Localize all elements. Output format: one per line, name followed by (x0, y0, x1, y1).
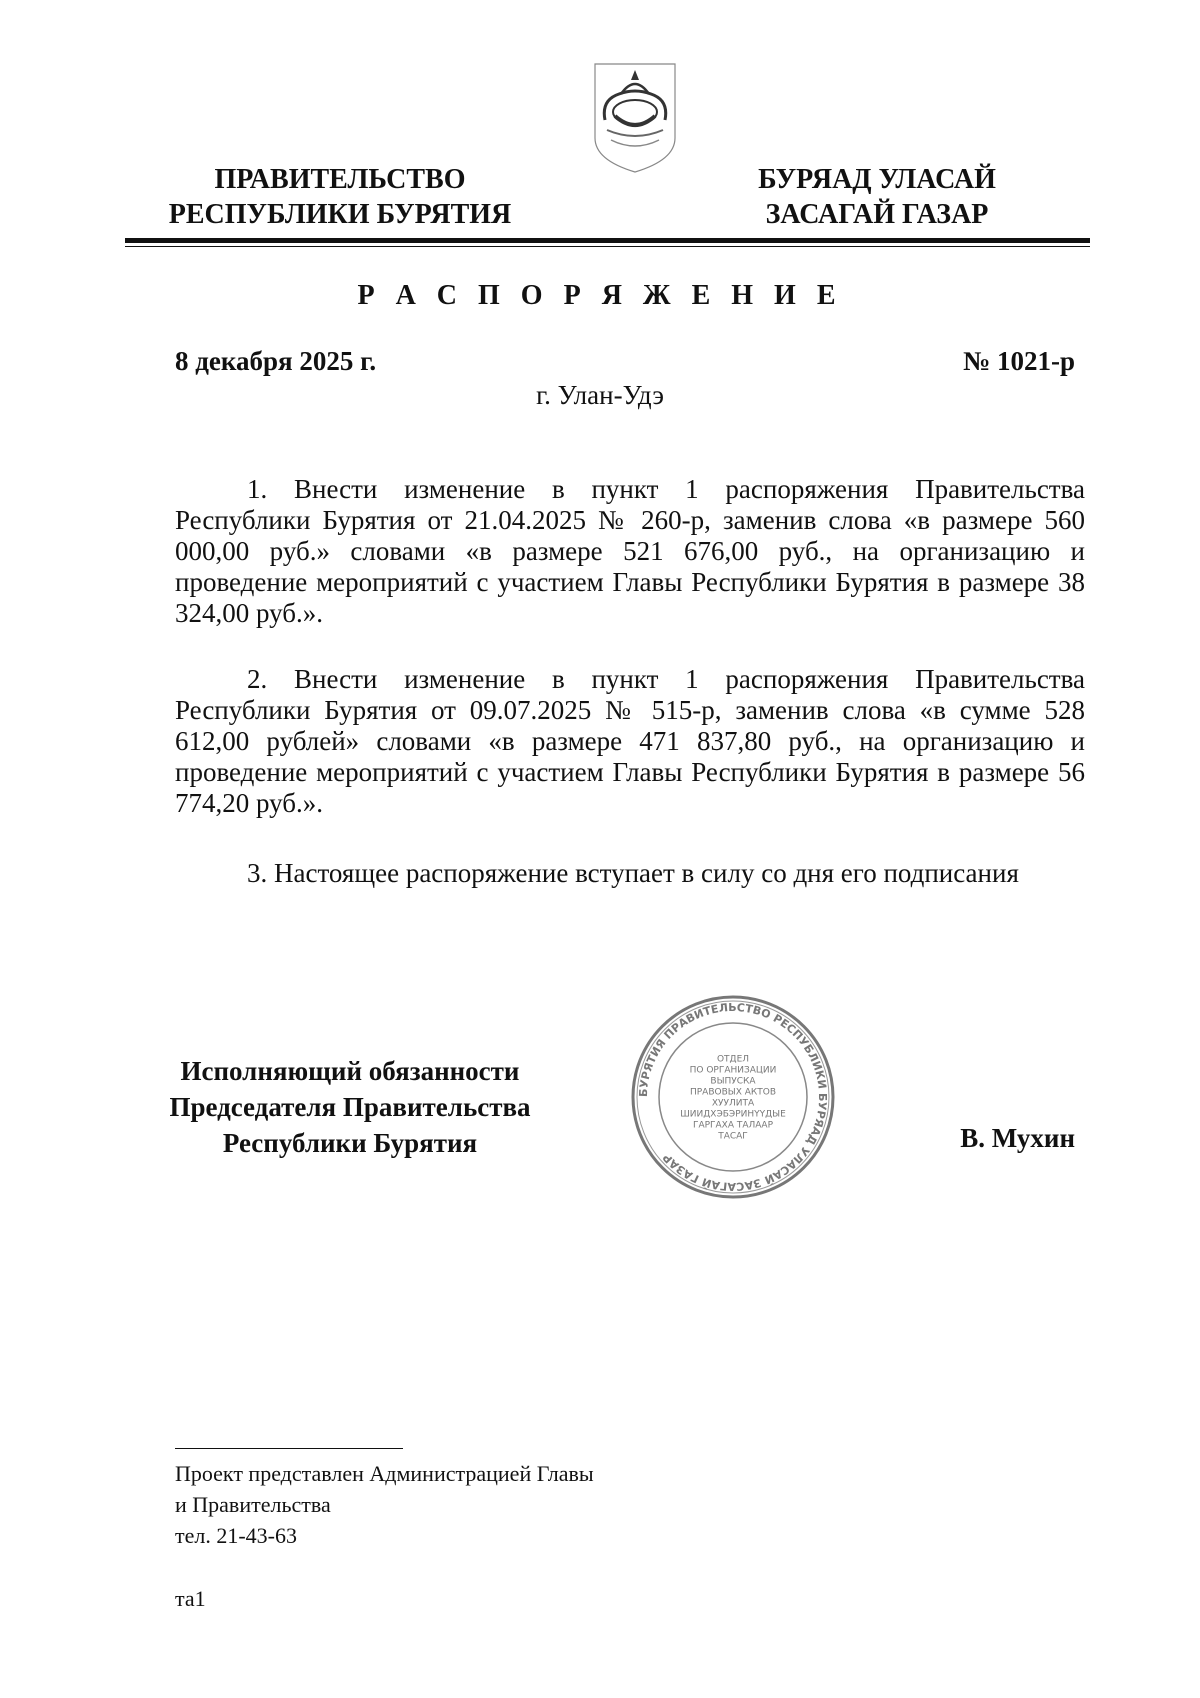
stamp-inner-line: ГАРГАХА ТАЛААР (692, 1120, 774, 1131)
document-date: 8 декабря 2025 г. (175, 346, 377, 376)
stamp-inner-line: ПРАВОВЫХ АКТОВ (689, 1087, 777, 1098)
paragraph-2: 2. Внести изменение в пункт 1 распоряжения Правительства Республики Бурятия от 09.07.2025 № 515-р, заменив слова «в сумме 528 612,00 рублей» словами «в размере 471 837,80 руб., на организацию и проведение мероприятий с участием Главы Республики Бурятия в размере 56 774,20 руб.». (175, 664, 1085, 818)
footnote-rule (175, 1448, 403, 1449)
signatory-position (150, 1053, 550, 1161)
document-type: Р А С П О Р Я Ж Е Н И Е (357, 280, 843, 311)
paragraph-3: 3. Настоящее распоряжение вступает в силу со дня его подписания (247, 858, 1019, 888)
header-rule-thick (125, 238, 1090, 243)
coat-of-arms-emblem-icon (591, 60, 679, 176)
signatory-name: В. Мухин (960, 1123, 1075, 1153)
header-right-line-2: ЗАСАГАЙ ГАЗАР (765, 199, 989, 230)
svg-text:БУРЯТИЯ ПРАВИТЕЛЬСТВО РЕСПУБЛИ: БУРЯТИЯ ПРАВИТЕЛЬСТВО РЕСПУБЛИКИ БУРЯАД УЛАСАЙ ЗАСАГАЙ ГАЗАР (636, 1000, 830, 1194)
stamp-inner-line: ОТДЕЛ (716, 1054, 750, 1065)
header-right-line-1: БУРЯАД УЛАСАЙ (758, 164, 996, 195)
header-left-line-1: ПРАВИТЕЛЬСТВО (214, 164, 466, 195)
stamp-inner-line: ПО ОРГАНИЗАЦИИ (689, 1065, 777, 1076)
footnote-line-3: тел. 21-43-63 (175, 1523, 298, 1548)
footnote (175, 1458, 594, 1551)
header-left (150, 162, 530, 232)
stamp-inner-line: ВЫПУСКА (710, 1076, 756, 1087)
footnote-line-1: Проект представлен Администрацией Главы (175, 1461, 594, 1486)
stamp-inner-line: ТАСАГ (718, 1131, 748, 1142)
header-rule-thin (125, 246, 1090, 247)
document-number: № 1021-р (963, 346, 1075, 376)
document-city: г. Улан-Удэ (536, 380, 664, 410)
header-right (732, 162, 1022, 232)
signatory-position-line-1: Исполняющий обязанности (180, 1056, 520, 1086)
signatory-position-line-2: Председателя Правительства (169, 1092, 531, 1122)
paragraph-1: 1. Внести изменение в пункт 1 распоряжения Правительства Республики Бурятия от 21.04.2025 № 260-р, заменив слова «в размере 560 000,00 руб.» словами «в размере 521 676,00 руб., на организацию и проведение мероприятий с участием Главы Республики Бурятия в размере 38 324,00 руб.». (175, 474, 1085, 628)
footnote-line-2: и Правительства (175, 1492, 331, 1517)
header-left-line-2: РЕСПУБЛИКИ БУРЯТИЯ (168, 199, 512, 230)
operator-code: та1 (175, 1586, 206, 1611)
signatory-position-line-3: Республики Бурятия (222, 1128, 478, 1158)
stamp-inner-line: ШИИДХЭБЭРИНҮҮДЫЕ (680, 1109, 786, 1120)
stamp-inner-line: ХУУЛИТА (711, 1098, 755, 1109)
official-stamp-icon (628, 992, 838, 1202)
